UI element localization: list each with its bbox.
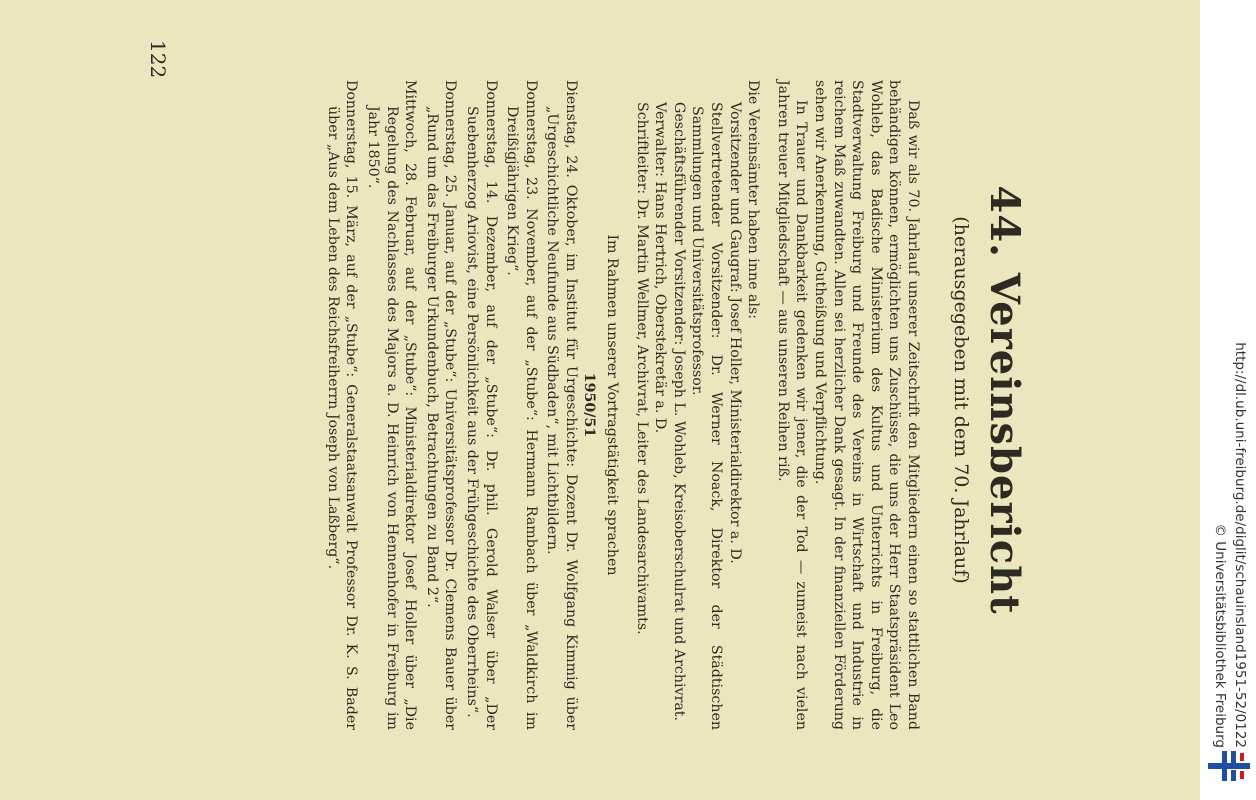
rotated-text-block <box>0 10 1200 790</box>
lecture-entry: Dienstag, 24. Oktober, im Institut für Urgeschichte: Dozent Dr. Wolfgang Kimmig über „Urgeschichtliche Neufunde aus Südbaden“, mit Lichtbildern. <box>544 80 579 730</box>
source-url-link[interactable]: http://dl.ub.uni-freiburg.de/diglit/schauinsland1951-52/0122 <box>1232 342 1248 748</box>
memorial-paragraph: In Trauer und Dankbarkeit gedenken wir jener, die der Tod — zumeist nach vielen Jahren treuer Mitgliedschaft — aus unseren Reihen riß. <box>774 80 810 730</box>
office-entry: Geschäftsführender Vorsitzender: Joseph L. Wohleb, Kreisoberschulrat und Archivrat. <box>670 102 687 722</box>
offices-intro: Die Vereinsämter haben inne als: <box>745 80 762 320</box>
lectures-intro: Im Rahmen unserer Vortragstätigkeit sprachen <box>604 234 621 576</box>
lecture-entry: Donnerstag, 15. März, auf der „Stube“: Generalstaatsanwalt Professor Dr. K. S. Bader über „Aus dem Leben des Reichsfreiherrn Joseph von Laßberg“. <box>324 80 360 730</box>
office-entry: Verwalter: Hans Hertrich, Oberstekretär a. D. <box>652 102 669 434</box>
lecture-entry: Donnerstag, 14. Dezember, auf der „Stube“: Dr. phil. Gerold Walser über „Der Suebenherzog Ariovist, eine Persönlichkeit aus der Frühgeschichte des Oberrheins“. <box>463 80 499 730</box>
office-entry: Vorsitzender und Gaugraf: Josef Holler, Ministerialdirektor a. D. <box>726 102 743 564</box>
library-sidebar <box>1200 0 1256 800</box>
copyright-notice: © Universitätsbibliothek Freiburg <box>1212 523 1228 748</box>
lecture-entry: Mittwoch, 28. Februar, auf der „Stube“: Ministerialdirektor Josef Holler über „Die Regelung des Nachlasses des Majors a. D. Heinrich von Hennenhofer in Freiburg im Jahr 1850“. <box>364 80 419 730</box>
office-entry: Stellvertretender Vorsitzender: Dr. Werner Noack, Direktor der Städtischen Sammlungen und Universitätsprofessor. <box>689 102 725 730</box>
page-number: 122 <box>146 40 170 79</box>
intro-paragraph: Daß wir als 70. Jahrlauf unserer Zeitschrift den Mitgliedern einen so stattlichen Band behändigen können, ermöglichten uns Zuschüsse, die uns der Herr Staatspräsident Leo Wohleb, das Badische Ministerium des Kultus und Unterrichts in Freiburg, die Stadtverwaltung Freiburg und Freunde des Vereins in Wirtschaft und Industrie in reichem Maß zuwandten. Allen sei herzlicher Dank gesagt. In der finanziellen Förderung sehen wir Anerkennung, Gutheißung und Verpflichtung. <box>812 80 921 730</box>
lecture-entry: Donnerstag, 25. Januar, auf der „Stube“: Universitätsprofessor Dr. Clemens Bauer über „Rund um das Freiburger Urkundenbuch, Betrachtungen zu Band 2“. <box>423 80 459 730</box>
sidebar-text <box>1200 8 1256 748</box>
season-year: 1950/51 <box>581 372 598 438</box>
page-subtitle: (herausgegeben mit dem 70. Jahrlauf) <box>950 216 972 584</box>
report-body <box>320 80 922 730</box>
lecture-entry: Donnerstag, 23. November, auf der „Stube“: Hermann Rambach über „Waldkirch im Dreißigjährigen Krieg“. <box>504 80 539 730</box>
university-library-logo-icon <box>1206 748 1252 784</box>
page-title: 44. Vereinsbericht <box>981 185 1028 615</box>
office-entry: Schriftleiter: Dr. Martin Wellmer, Archivrat, Leiter des Landesarchivamts. <box>633 102 650 635</box>
